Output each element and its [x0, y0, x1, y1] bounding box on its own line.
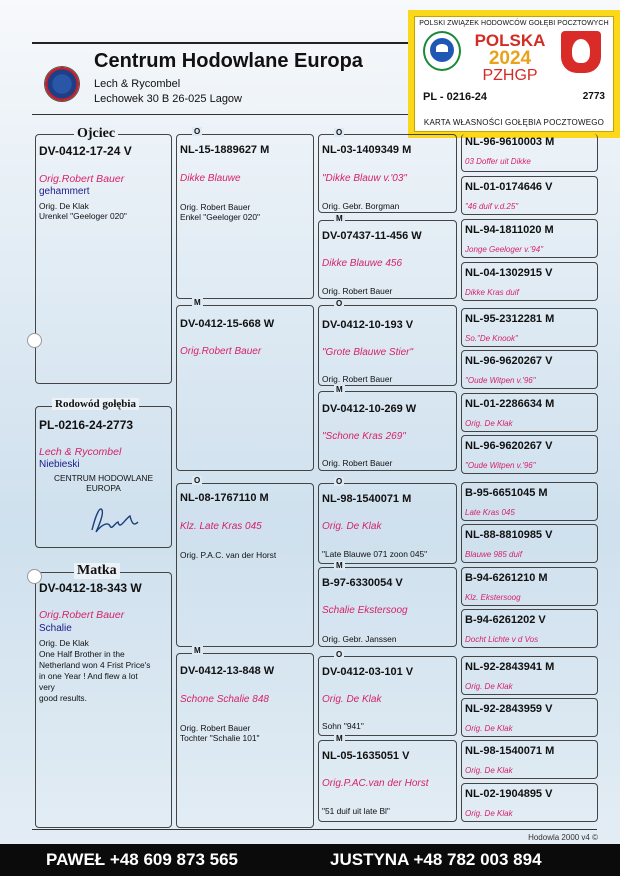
g2-info: Orig. Robert Bauer [180, 202, 251, 212]
g4-ring: NL-01-0174646 V [465, 181, 553, 193]
binder-hole [27, 569, 42, 584]
footer-rule [32, 829, 597, 830]
g3-info: Orig. Gebr. Janssen [322, 634, 397, 644]
g3-ring: B-97-6330054 V [322, 577, 403, 589]
mother-info-2: One Half Brother in the [39, 649, 125, 659]
g4-box-10 [461, 524, 598, 563]
g4-box-11 [461, 567, 598, 606]
g4-box-1 [461, 134, 598, 172]
g4-box-12 [461, 609, 598, 648]
card-union-name: POLSKI ZWIĄZEK HODOWCÓW GOŁĘBI POCZTOWYCH [419, 20, 609, 27]
g2-name: Klz. Late Kras 045 [180, 521, 262, 532]
g4-name: Orig. De Klak [465, 419, 513, 428]
g4-ring: NL-92-2843941 M [465, 661, 555, 673]
g2-box-3 [176, 483, 314, 647]
g4-name: Orig. De Klak [465, 682, 513, 691]
g4-box-13 [461, 656, 598, 695]
g3-name: Schalie Ekstersoog [322, 605, 408, 616]
ownership-card [408, 10, 620, 138]
g2-sex-label: M [194, 646, 201, 655]
g3-box-2 [318, 220, 457, 299]
g4-ring: NL-96-9620267 V [465, 440, 553, 452]
subject-farm-2: EUROPA [86, 483, 121, 493]
g3-box-8 [318, 740, 457, 822]
g4-ring: NL-95-2312281 M [465, 313, 555, 325]
g2-sex-label: O [194, 476, 201, 485]
g2-sex-label: O [194, 127, 201, 136]
g2-box-4 [176, 653, 314, 828]
father-ring: DV-0412-17-24 V [39, 144, 132, 158]
g3-box-7 [318, 656, 457, 736]
g4-name: Klz. Ekstersoog [465, 593, 521, 602]
g4-name: "Oude Witpen v.'96" [465, 376, 536, 385]
g3-ring: DV-0412-10-193 V [322, 319, 414, 331]
g4-box-9 [461, 482, 598, 521]
g4-name: Orig. De Klak [465, 724, 513, 733]
g3-info: "Late Blauwe 071 zoon 045" [322, 549, 428, 559]
g4-name: Jonge Geeloger v.'94" [465, 245, 544, 254]
mother-legend: Matka [74, 563, 120, 579]
g3-info: Orig. Robert Bauer [322, 374, 393, 384]
page-title: Centrum Hodowlane Europa [94, 50, 363, 72]
polish-eagle-icon [561, 31, 601, 73]
g2-ring: DV-0412-15-668 W [180, 318, 275, 330]
subject-color: Niebieski [39, 459, 80, 470]
g4-name: Late Kras 045 [465, 508, 515, 517]
g2-sex-label: M [194, 298, 201, 307]
father-name: Orig.Robert Bauer [39, 173, 125, 185]
mother-box [35, 572, 172, 828]
g3-sex-label: O [336, 650, 343, 659]
card-country: POLSKA [474, 31, 546, 50]
father-color: gehammert [39, 186, 90, 197]
g3-name: Dikke Blauwe 456 [322, 258, 403, 269]
g4-box-6 [461, 350, 598, 389]
g3-name: Orig. De Klak [322, 694, 382, 705]
g4-name: So."De Knook" [465, 334, 518, 343]
subject-legend: Rodowód gołębia [52, 398, 139, 410]
g4-box-14 [461, 698, 598, 737]
g4-ring: B-94-6261202 V [465, 614, 546, 626]
g4-box-7 [461, 393, 598, 432]
contact-justyna: JUSTYNA +48 782 003 894 [330, 850, 542, 869]
g3-name: Orig.P.AC.van der Horst [322, 778, 429, 789]
g4-box-3 [461, 219, 598, 258]
g4-box-16 [461, 783, 598, 822]
g4-name: Dikke Kras duif [465, 288, 519, 297]
g3-ring: DV-0412-10-269 W [322, 403, 417, 415]
g4-ring: NL-92-2843959 V [465, 703, 553, 715]
mother-ring: DV-0412-18-343 W [39, 581, 142, 595]
g3-sex-label: O [336, 128, 343, 137]
g4-ring: NL-96-9610003 M [465, 136, 555, 148]
handwritten-signature-icon [80, 500, 140, 538]
father-info-1: Orig. De Klak [39, 201, 89, 211]
g4-name: Docht Lichte v d Vos [465, 635, 539, 644]
g4-ring: NL-04-1302915 V [465, 267, 553, 279]
g3-name: "Schone Kras 269" [322, 431, 406, 442]
contact-pawel: PAWEŁ +48 609 873 565 [46, 850, 239, 869]
mother-info-3: Netherland won 4 Frist Price's [39, 660, 151, 670]
g4-box-15 [461, 740, 598, 779]
g4-ring: NL-96-9620267 V [465, 355, 553, 367]
g4-ring: NL-88-8810985 V [465, 529, 553, 541]
club-logo-icon [44, 66, 80, 102]
g3-ring: NL-98-1540071 M [322, 493, 412, 505]
father-legend: Ojciec [74, 126, 118, 142]
subject-ring: PL-0216-24-2773 [39, 418, 134, 432]
g4-ring: B-94-6261210 M [465, 572, 548, 584]
g4-name: "Oude Witpen v.'96" [465, 461, 536, 470]
contact-footer [0, 844, 620, 876]
g4-box-8 [461, 435, 598, 474]
g2-name: Dikke Blauwe [180, 173, 241, 184]
g3-info: "51 duif uit late Bl" [322, 806, 390, 816]
g2-info: Orig. P.A.C. van der Horst [180, 550, 277, 560]
g2-ring: NL-15-1889627 M [180, 144, 270, 156]
subject-owner: Lech & Rycombel [39, 446, 122, 458]
g4-box-2 [461, 176, 598, 215]
card-ring-number: PL - 0216-24 [423, 91, 488, 103]
g2-info: Orig. Robert Bauer [180, 723, 251, 733]
g4-name: Orig. De Klak [465, 809, 513, 818]
g3-ring: NL-03-1409349 M [322, 144, 412, 156]
g3-name: "Dikke Blauw v.'03" [322, 173, 407, 184]
g4-name: "46 duif v.d.25" [465, 202, 519, 211]
g3-sex-label: O [336, 477, 343, 486]
mother-info-1: Orig. De Klak [39, 638, 89, 648]
g3-name: Orig. De Klak [322, 521, 382, 532]
g3-ring: DV-0412-03-101 V [322, 666, 414, 678]
card-serial: 2773 [582, 91, 605, 102]
g3-sex-label: M [336, 561, 343, 570]
card-year: 2024 [488, 48, 532, 69]
father-info-2: Urenkel "Geeloger 020" [39, 211, 127, 221]
breeder-name: Lech & Rycombel [94, 78, 181, 90]
father-box [35, 134, 172, 384]
g2-box-1 [176, 134, 314, 299]
g2-ring: DV-0412-13-848 W [180, 665, 275, 677]
g3-info: Orig. Gebr. Borgman [322, 201, 400, 211]
g4-ring: NL-01-2286634 M [465, 398, 555, 410]
software-version: Hodowla 2000 v4 © [528, 833, 598, 842]
card-org: PZHGP [482, 67, 538, 84]
g4-ring: B-95-6651045 M [465, 487, 548, 499]
g2-info: Tochter "Schalie 101" [180, 733, 260, 743]
g3-ring: NL-05-1635051 V [322, 750, 410, 762]
g3-ring: DV-07437-11-456 W [322, 230, 422, 242]
pzhgp-emblem-icon [423, 31, 461, 71]
g3-box-6 [318, 567, 457, 647]
g3-info: Orig. Robert Bauer [322, 286, 393, 296]
g2-ring: NL-08-1767110 M [180, 492, 269, 504]
g4-ring: NL-02-1904895 V [465, 788, 553, 800]
g3-box-5 [318, 483, 457, 564]
g4-name: Blauwe 985 duif [465, 550, 522, 559]
g2-name: Schone Schalie 848 [180, 694, 269, 705]
mother-info-5: very [39, 682, 55, 692]
g4-name: 03 Doffer uit Dikke [465, 157, 531, 166]
g4-box-5 [461, 308, 598, 347]
mother-info-6: good results. [39, 693, 87, 703]
g3-name: "Grote Blauwe Stier" [322, 347, 414, 358]
g2-name: Orig.Robert Bauer [180, 346, 262, 357]
mother-color: Schalie [39, 623, 72, 634]
mother-name: Orig.Robert Bauer [39, 609, 125, 621]
g3-sex-label: M [336, 734, 343, 743]
g4-box-4 [461, 262, 598, 301]
g4-name: Orig. De Klak [465, 766, 513, 775]
g3-sex-label: O [336, 299, 343, 308]
mother-info-4: in one Year ! And flew a lot [39, 671, 138, 681]
g2-box-2 [176, 305, 314, 471]
card-caption: KARTA WŁASNOŚCI GOŁĘBIA POCZTOWEGO [423, 118, 605, 127]
g4-ring: NL-94-1811020 M [465, 224, 554, 236]
subject-farm-1: CENTRUM HODOWLANE [53, 473, 154, 483]
g3-info: Sohn "941" [322, 721, 364, 731]
breeder-address: Lechowek 30 B 26-025 Lagow [94, 93, 242, 105]
g3-sex-label: M [336, 214, 343, 223]
g3-info: Orig. Robert Bauer [322, 458, 393, 468]
g3-box-3 [318, 305, 457, 386]
g4-ring: NL-98-1540071 M [465, 745, 555, 757]
binder-hole [27, 333, 42, 348]
g2-info: Enkel "Geeloger 020" [180, 212, 260, 222]
g3-box-1 [318, 134, 457, 213]
g3-sex-label: M [336, 385, 343, 394]
g3-box-4 [318, 391, 457, 471]
